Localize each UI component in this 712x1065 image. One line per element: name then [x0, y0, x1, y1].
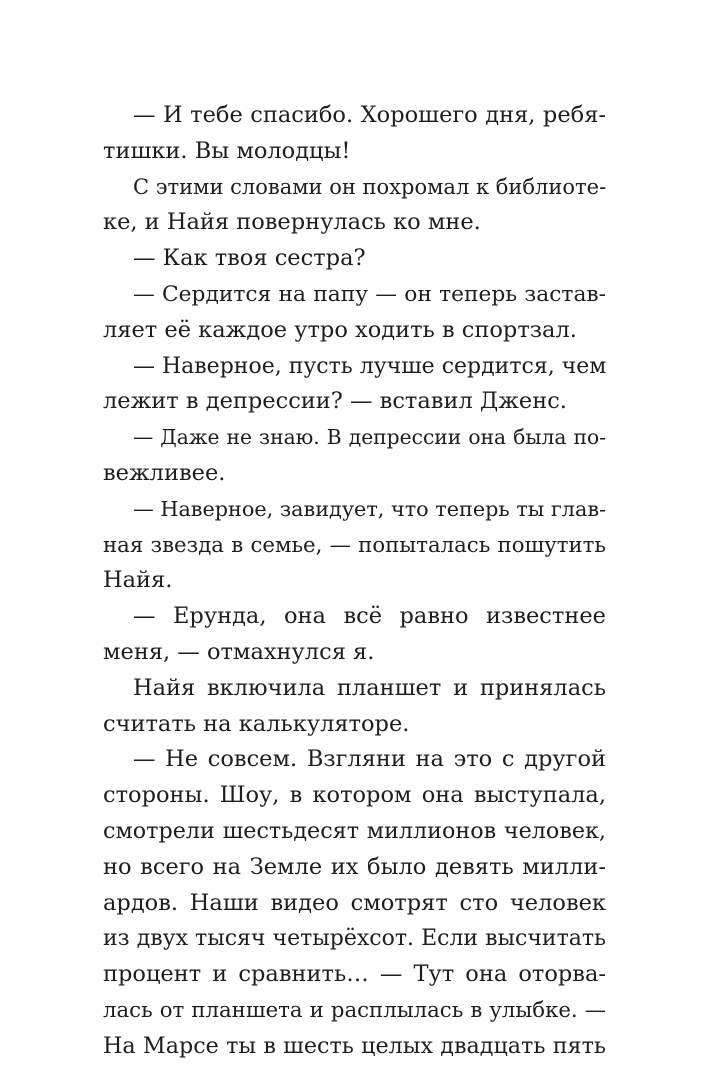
- text-line: — Ерунда, она всё равно известнее: [133, 603, 606, 630]
- text-line: — Наверное, пусть лучше сердится, чем: [133, 353, 607, 379]
- text-line: ке, и Найя повернулась ко мне.: [103, 209, 481, 236]
- text-line: вежливее.: [103, 459, 226, 486]
- text-line: ная звезда в семье, — попыталась пошутить: [103, 532, 606, 558]
- text-line: меня, — отмахнулся я.: [103, 638, 375, 665]
- text-line: считать на калькуляторе.: [103, 710, 410, 737]
- text-line: стороны. Шоу, в котором она выступала,: [103, 782, 606, 809]
- text-line: Найя включила планшет и принялась: [133, 674, 606, 701]
- text-line: лась от планшета и расплылась в улыбке. —: [103, 997, 606, 1023]
- text-line: но всего на Земле их было девять милли-: [103, 853, 606, 880]
- text-line: ардов. Наши видео смотрят сто человек: [103, 889, 606, 916]
- page-text-block: [103, 98, 606, 1065]
- text-line: — Наверное, завидует, что теперь ты глав-: [133, 496, 607, 521]
- text-line: ляет её каждое утро ходить в спортзал.: [103, 316, 577, 343]
- text-line: Найя.: [103, 567, 173, 594]
- text-line: тишки. Вы молодцы!: [103, 137, 351, 164]
- text-line: — Как твоя сестра?: [133, 245, 366, 272]
- text-line: лежит в депрессии? — вставил Дженс.: [103, 388, 567, 415]
- text-line: смотрели шестьдесят миллионов человек,: [103, 817, 606, 844]
- text-line: — Не совсем. Взгляни на это с другой: [133, 746, 606, 773]
- text-line: На Марсе ты в шесть целых двадцать пять: [103, 1032, 606, 1059]
- text-line: — Сердится на папу — он теперь застав-: [133, 281, 606, 307]
- text-line: из двух тысяч четырёхсот. Если высчитать: [103, 926, 606, 952]
- text-line: — Даже не знаю. В депрессии она была по-: [133, 425, 606, 450]
- text-line: — И тебе спасибо. Хорошего дня, ребя-: [133, 102, 606, 128]
- text-line: процент и сравнить… — Тут она оторва-: [103, 961, 606, 988]
- text-line: С этими словами он похромал к библиоте-: [133, 174, 607, 199]
